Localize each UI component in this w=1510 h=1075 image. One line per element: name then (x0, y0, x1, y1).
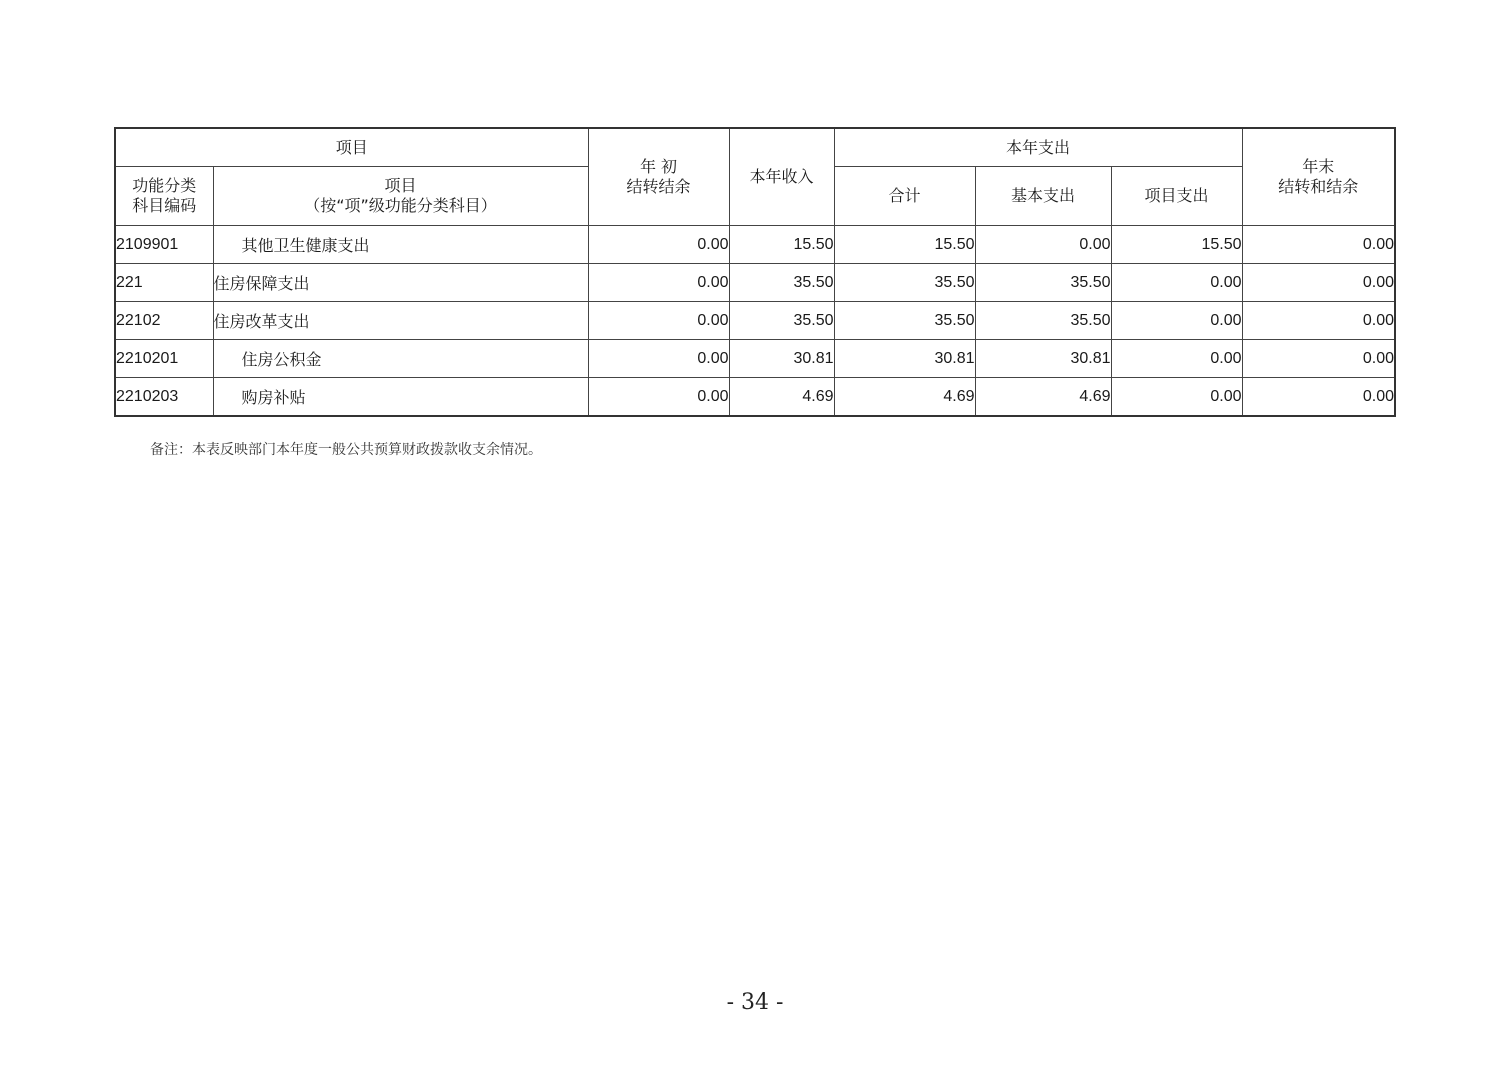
row-basic: 35.50 (975, 302, 1111, 340)
table-row (115, 378, 1395, 417)
header-income: 本年收入 (729, 128, 834, 226)
row-basic: 35.50 (975, 264, 1111, 302)
header-total: 合计 (834, 167, 975, 226)
page-number: - 34 - (726, 990, 784, 1015)
row-total: 35.50 (834, 302, 975, 340)
row-project: 0.00 (1111, 302, 1242, 340)
row-income: 30.81 (729, 340, 834, 378)
row-closing: 0.00 (1242, 302, 1395, 340)
budget-table (114, 127, 1396, 417)
row-income: 35.50 (729, 264, 834, 302)
row-project: 0.00 (1111, 264, 1242, 302)
row-closing: 0.00 (1242, 264, 1395, 302)
header-item-line1: 项目 (384, 176, 417, 195)
table-row (115, 264, 1395, 302)
row-opening: 0.00 (588, 302, 729, 340)
row-basic: 4.69 (975, 378, 1111, 417)
header-basic: 基本支出 (975, 167, 1111, 226)
row-total: 30.81 (834, 340, 975, 378)
header-item-group: 项目 (115, 128, 588, 167)
table-row (115, 302, 1395, 340)
row-income: 4.69 (729, 378, 834, 417)
header-expense-group: 本年支出 (834, 128, 1242, 167)
header-opening-balance: 年 初 结转结余 (588, 128, 729, 226)
row-income: 35.50 (729, 302, 834, 340)
header-item-line2: （按“项”级功能分类科目） (304, 196, 497, 215)
row-income: 15.50 (729, 226, 834, 264)
row-closing: 0.00 (1242, 340, 1395, 378)
header-item (213, 167, 588, 226)
row-project: 0.00 (1111, 378, 1242, 417)
row-opening: 0.00 (588, 378, 729, 417)
row-name: 住房改革支出 (213, 302, 588, 340)
row-opening: 0.00 (588, 264, 729, 302)
row-project: 0.00 (1111, 340, 1242, 378)
row-code: 2109901 (115, 226, 213, 264)
row-name: 其他卫生健康支出 (213, 226, 588, 264)
row-closing: 0.00 (1242, 378, 1395, 417)
row-project: 15.50 (1111, 226, 1242, 264)
row-opening: 0.00 (588, 226, 729, 264)
row-name: 住房公积金 (213, 340, 588, 378)
row-opening: 0.00 (588, 340, 729, 378)
row-total: 4.69 (834, 378, 975, 417)
row-total: 15.50 (834, 226, 975, 264)
header-project: 项目支出 (1111, 167, 1242, 226)
row-code: 22102 (115, 302, 213, 340)
row-code: 2210201 (115, 340, 213, 378)
row-basic: 30.81 (975, 340, 1111, 378)
row-total: 35.50 (834, 264, 975, 302)
row-code: 221 (115, 264, 213, 302)
row-name: 住房保障支出 (213, 264, 588, 302)
header-closing-balance: 年末 结转和结余 (1242, 128, 1395, 226)
row-closing: 0.00 (1242, 226, 1395, 264)
row-name: 购房补贴 (213, 378, 588, 417)
table-row (115, 340, 1395, 378)
row-code: 2210203 (115, 378, 213, 417)
table-footnote: 备注：本表反映部门本年度一般公共预算财政拨款收支余情况。 (150, 442, 542, 458)
row-basic: 0.00 (975, 226, 1111, 264)
header-code: 功能分类 科目编码 (115, 167, 213, 226)
table-row (115, 226, 1395, 264)
